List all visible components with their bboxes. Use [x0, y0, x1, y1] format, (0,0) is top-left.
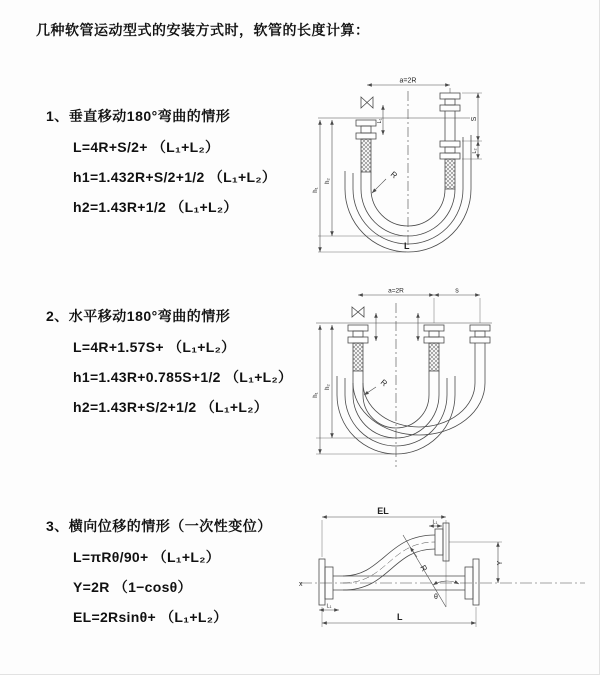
dim-label-h1: h₁	[313, 392, 319, 398]
section-3-heading: 3、横向位移的情形（一次性变位）	[46, 518, 272, 534]
section-1-heading: 1、垂直移动180°弯曲的情形	[46, 108, 231, 124]
dim-label-h2: h₂	[325, 384, 331, 390]
right-riser-shifted	[470, 325, 490, 383]
s-curve-hose	[343, 535, 435, 590]
dim-label-h2: h₂	[325, 178, 331, 184]
section-horizontal-movement	[46, 306, 346, 422]
dim-label-theta: θ	[434, 594, 438, 601]
formula-h1: h1=1.432R+S/2+1/2 （L₁+L₂）	[73, 169, 277, 185]
dim-label-r: R	[378, 377, 389, 389]
dim-label-s: S	[471, 116, 478, 122]
section-vertical-movement	[46, 106, 346, 222]
formula-Y: Y=2R （1−cosθ）	[73, 579, 192, 595]
diagram-lateral-displacement	[295, 505, 595, 650]
theta-construction	[403, 535, 459, 607]
axis-mark: x	[299, 581, 303, 588]
dim-label-l1: L₁	[377, 118, 383, 124]
formula-h2: h2=1.43R+1/2 （L₁+L₂）	[73, 199, 238, 215]
dim-label-y: Y	[497, 560, 504, 566]
el-dimension	[322, 517, 446, 607]
left-flange	[319, 559, 333, 605]
section-2-heading: 2、水平移动180°弯曲的情形	[46, 308, 231, 324]
diagram-vertical-180-bend	[310, 75, 600, 260]
dim-label-span: a=2R	[388, 287, 404, 295]
dim-label-r: R	[388, 169, 399, 181]
right-flange-original	[465, 559, 479, 605]
diagram-horizontal-180-bend	[310, 283, 600, 473]
y-dimension	[449, 542, 502, 583]
formula-L: L=4R+1.57S+ （L₁+L₂）	[73, 339, 236, 355]
dim-label-l1-top: L₁	[432, 519, 438, 526]
middle-riser	[424, 325, 444, 395]
page-title: 几种软管运动型式的安装方式时，软管的长度计算：	[36, 22, 370, 38]
formula-h2: h2=1.43R+S/2+1/2 （L₁+L₂）	[73, 399, 269, 415]
dim-label-l2: L₂	[472, 148, 478, 154]
dim-label-shift: s	[455, 287, 459, 295]
hose-arcs-shifted	[353, 383, 485, 435]
left-riser	[348, 325, 368, 395]
right-flange-displaced	[435, 523, 449, 561]
valve-icon	[361, 97, 373, 108]
formula-L: L=πRθ/90+ （L₁+L₂）	[73, 549, 221, 565]
dim-label-l: L	[397, 612, 403, 622]
left-riser	[356, 120, 376, 189]
dim-label-el: EL	[377, 506, 389, 516]
dim-label-l1-bottom: L₁	[326, 603, 332, 610]
formula-h1: h1=1.43R+0.785S+1/2 （L₁+L₂）	[73, 369, 293, 385]
dim-label-r: R	[418, 563, 429, 574]
radius-leader	[364, 387, 376, 395]
dim-label-h1: h₁	[313, 187, 319, 193]
right-riser	[440, 93, 460, 189]
formula-L: L=4R+S/2+ （L₁+L₂）	[73, 139, 220, 155]
flange-dimensions	[376, 313, 418, 341]
dim-label-l: L	[404, 241, 410, 251]
valve-icon	[352, 307, 364, 317]
dim-label-span: a=2R	[399, 77, 417, 85]
formula-EL: EL=2Rsinθ+ （L₁+L₂）	[73, 609, 228, 625]
radius-leader	[372, 179, 386, 193]
